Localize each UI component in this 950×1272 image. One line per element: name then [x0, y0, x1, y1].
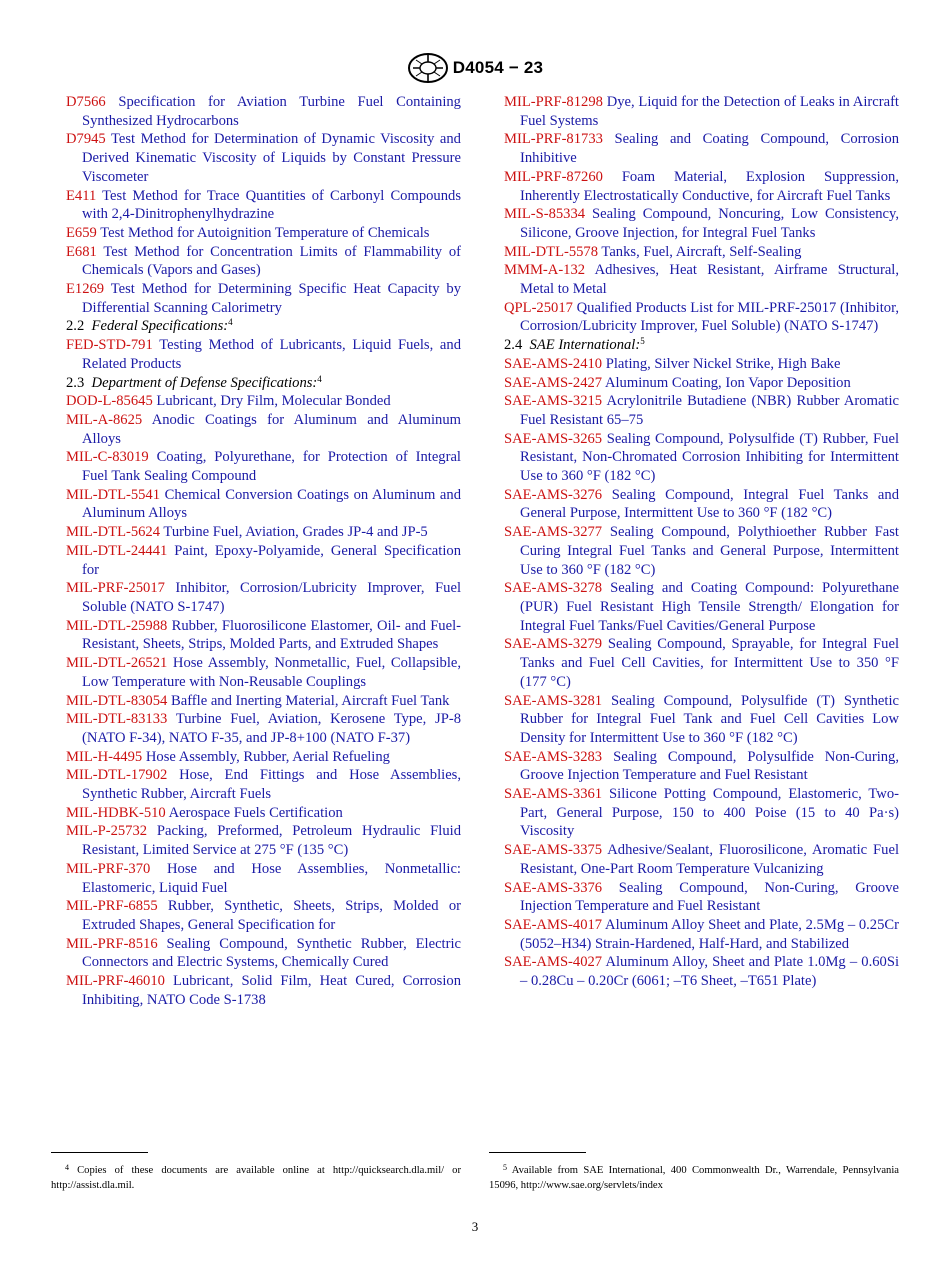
- reference-entry-d7566: [66, 93, 461, 130]
- reference-code-link[interactable]: E411: [66, 187, 97, 204]
- reference-code-link[interactable]: SAE-AMS-3278: [504, 580, 603, 597]
- reference-title-link[interactable]: Testing Method of Lubricants, Liquid Fuels, and Related Products: [82, 337, 461, 372]
- section-title: SAE International:: [529, 337, 641, 354]
- reference-title-link[interactable]: Sealing and Coating Compound: Polyurethane (PUR) Fuel Resistant High Tensile Strength/ Elongation for Integral Fuel Tanks/Fuel Cavities/General Purpose: [520, 580, 899, 634]
- reference-entry-sae-ams-4017: [504, 916, 899, 953]
- reference-entry-mil-prf-8516: [66, 935, 461, 972]
- reference-title-link[interactable]: Tanks, Fuel, Aircraft, Self-Sealing: [601, 243, 802, 260]
- reference-title-link[interactable]: Sealing Compound, Polysulfide Non-Curing, Groove Injection Temperature and Fuel Resistant: [520, 748, 899, 784]
- reference-entry-mil-h-4495: [66, 748, 461, 767]
- reference-entry-mil-dtl-5578: [504, 243, 899, 262]
- reference-entry-mil-dtl-5624: [66, 523, 461, 542]
- reference-title-link[interactable]: Sealing Compound, Noncuring, Low Consistency, Silicone, Groove Injection, for Integral Fuel Tanks: [520, 206, 899, 241]
- reference-title-link[interactable]: Test Method for Determination of Dynamic Viscosity and Derived Kinematic Viscosity of Liquids by Constant Pressure Viscometer: [82, 131, 461, 185]
- reference-title-link[interactable]: Plating, Silver Nickel Strike, High Bake: [605, 355, 841, 372]
- reference-entry-sae-ams-3277: [504, 523, 899, 579]
- reference-entry-mil-dtl-26521: [66, 654, 461, 691]
- reference-title-link[interactable]: Aluminum Alloy, Sheet and Plate 1.0Mg – 0.60Si – 0.28Cu – 0.20Cr (6061; –T6 Sheet, –T651 Plate): [520, 954, 899, 990]
- reference-entry-mil-hdbk-510: [66, 804, 461, 823]
- reference-code-link[interactable]: D7945: [66, 131, 106, 148]
- astm-logo-icon: [407, 52, 449, 84]
- reference-title-link[interactable]: Hose, End Fittings and Hose Assemblies, Synthetic Rubber, Aircraft Fuels: [82, 767, 461, 803]
- reference-title-link[interactable]: Rubber, Fluorosilicone Elastomer, Oil- and Fuel-Resistant, Sheets, Strips, Molded Parts, and Extruded Shapes: [82, 617, 461, 653]
- reference-code-link[interactable]: MIL-PRF-46010: [66, 973, 165, 990]
- footnote-mark: 5: [503, 1163, 507, 1172]
- reference-title-link[interactable]: Test Method for Determining Specific Heat Capacity by Differential Scanning Calorimetry: [82, 281, 461, 316]
- reference-code-link[interactable]: MIL-DTL-5541: [66, 486, 161, 503]
- reference-code-link[interactable]: MIL-PRF-81298: [504, 94, 603, 110]
- reference-entry-mil-p-25732: [66, 822, 461, 859]
- reference-entry-mil-dtl-24441: [66, 542, 461, 579]
- reference-title-link[interactable]: Sealing and Coating Compound, Corrosion Inhibitive: [520, 131, 899, 167]
- reference-entry-sae-ams-3276: [504, 486, 899, 523]
- reference-title-link[interactable]: Hose and Hose Assemblies, Nonmetallic: Elastomeric, Liquid Fuel: [82, 860, 461, 896]
- reference-title-link[interactable]: Aluminum Coating, Ion Vapor Deposition: [604, 374, 851, 391]
- reference-entry-mil-prf-46010: [66, 972, 461, 1009]
- reference-code-link[interactable]: E681: [66, 243, 97, 260]
- reference-code-link[interactable]: SAE-AMS-3277: [504, 524, 603, 541]
- reference-entry-dod-l-85645: [66, 392, 461, 411]
- reference-title-link[interactable]: Silicone Potting Compound, Elastomeric, Two-Part, General Purpose, 150 to 400 Poise (15 to 40 Pa·s) Viscosity: [520, 786, 899, 840]
- reference-code-link[interactable]: MIL-H-4495: [66, 748, 143, 765]
- footnote-text: Available from SAE International, 400 Commonwealth Dr., Warrendale, Pennsylvania 15096, http://www.sae.org/servlets/index: [489, 1165, 899, 1191]
- reference-code-link[interactable]: SAE-AMS-3276: [504, 486, 603, 503]
- reference-title-link[interactable]: Anodic Coatings for Aluminum and Aluminum Alloys: [82, 411, 462, 447]
- footnote-5: [489, 1163, 899, 1193]
- footnote-rule-right: [489, 1152, 586, 1153]
- reference-entry-e659: [66, 224, 461, 243]
- reference-title-link[interactable]: Chemical Conversion Coatings on Aluminum and Aluminum Alloys: [82, 486, 461, 522]
- reference-entry-fed-std-791: [66, 336, 461, 373]
- reference-entry-sae-ams-3281: [504, 692, 899, 748]
- reference-title-link[interactable]: Sealing Compound, Polysulfide (T) Synthetic Rubber for Integral Fuel Tank and Fuel Cell Cavities Low Density for Intermittent Use to 360 °F (182 °C): [520, 692, 899, 746]
- reference-code-link[interactable]: SAE-AMS-4027: [504, 954, 603, 971]
- reference-title-link[interactable]: Test Method for Trace Quantities of Carbonyl Compounds with 2,4-Dinitrophenylhydrazine: [82, 187, 461, 223]
- reference-title-link[interactable]: Turbine Fuel, Aviation, Kerosene Type, JP-8 (NATO F-34), NATO F-35, and JP-8+100 (NATO F-37): [82, 711, 461, 746]
- reference-entry-sae-ams-3265: [504, 430, 899, 486]
- section-number: 2.4: [504, 337, 523, 354]
- reference-entry-mil-dtl-83133: [66, 710, 461, 747]
- reference-title-link[interactable]: Specification for Aviation Turbine Fuel Containing Synthesized Hydrocarbons: [82, 94, 461, 129]
- reference-title-link[interactable]: Sealing Compound, Synthetic Rubber, Electric Connectors and Electric Systems, Chemically Cured: [82, 935, 462, 971]
- left-column: [66, 93, 461, 1009]
- reference-code-link[interactable]: MIL-PRF-81733: [504, 131, 603, 148]
- reference-entry-mil-prf-87260: [504, 168, 899, 205]
- reference-code-link[interactable]: MIL-PRF-8516: [66, 935, 158, 952]
- reference-entry-sae-ams-3375: [504, 841, 899, 878]
- reference-entry-e411: [66, 187, 461, 224]
- reference-title-link[interactable]: Test Method for Autoignition Temperature of Chemicals: [100, 224, 430, 241]
- reference-code-link[interactable]: SAE-AMS-3375: [504, 842, 603, 859]
- reference-code-link[interactable]: SAE-AMS-3283: [504, 748, 603, 765]
- reference-entry-sae-ams-3283: [504, 748, 899, 785]
- reference-entry-mil-prf-81733: [504, 130, 899, 167]
- reference-code-link[interactable]: SAE-AMS-3376: [504, 879, 603, 896]
- reference-code-link[interactable]: MIL-P-25732: [66, 823, 148, 840]
- reference-code-link[interactable]: SAE-AMS-3361: [504, 786, 603, 803]
- reference-code-link[interactable]: SAE-AMS-2427: [504, 374, 603, 391]
- reference-code-link[interactable]: SAE-AMS-4017: [504, 916, 603, 933]
- reference-entry-mil-prf-370: [66, 860, 461, 897]
- reference-title-link[interactable]: Adhesives, Heat Resistant, Airframe Structural, Metal to Metal: [520, 262, 900, 298]
- section-title: Department of Defense Specifications:: [91, 374, 318, 391]
- reference-title-link[interactable]: Sealing Compound, Non-Curing, Groove Injection Temperature and Fuel Resistant: [520, 879, 899, 915]
- footnote-reference: 4: [317, 373, 322, 384]
- reference-code-link[interactable]: QPL-25017: [504, 299, 573, 316]
- reference-entry-d7945: [66, 130, 461, 186]
- reference-code-link[interactable]: MIL-DTL-83054: [66, 692, 168, 709]
- reference-title-link[interactable]: Inhibitor, Corrosion/Lubricity Improver, Fuel Soluble (NATO S-1747): [82, 580, 462, 615]
- reference-entry-mmm-a-132: [504, 261, 899, 298]
- reference-entry-sae-ams-4027: [504, 953, 899, 990]
- reference-code-link[interactable]: MIL-PRF-87260: [504, 168, 603, 185]
- section-heading-2-3: [66, 374, 461, 393]
- reference-code-link[interactable]: SAE-AMS-3215: [504, 393, 603, 410]
- reference-code-link[interactable]: MIL-DTL-5624: [66, 524, 161, 541]
- reference-code-link[interactable]: E659: [66, 224, 97, 241]
- page-number: 3: [471, 1219, 479, 1234]
- reference-title-link[interactable]: Aluminum Alloy Sheet and Plate, 2.5Mg – 0.25Cr (5052–H34) Strain-Hardened, Half-Hard, and Stabilized: [520, 916, 899, 952]
- reference-entry-mil-prf-81298: [504, 93, 899, 130]
- reference-entry-mil-c-83019: [66, 448, 461, 485]
- reference-entry-sae-ams-3376: [504, 879, 899, 916]
- reference-code-link[interactable]: E1269: [66, 281, 105, 298]
- reference-code-link[interactable]: SAE-AMS-2410: [504, 355, 603, 372]
- reference-title-link[interactable]: Turbine Fuel, Aviation, Grades JP-4 and JP-5: [163, 524, 428, 541]
- reference-entry-sae-ams-2427: [504, 374, 899, 393]
- reference-code-link[interactable]: SAE-AMS-3279: [504, 636, 603, 653]
- reference-title-link[interactable]: Dye, Liquid for the Detection of Leaks in Aircraft Fuel Systems: [520, 94, 899, 129]
- reference-code-link[interactable]: MIL-PRF-25017: [66, 580, 165, 597]
- reference-title-link[interactable]: Hose Assembly, Nonmetallic, Fuel, Collapsible, Low Temperature with Non-Reusable Couplings: [82, 655, 462, 690]
- reference-code-link[interactable]: MIL-PRF-6855: [66, 898, 158, 915]
- reference-entry-mil-a-8625: [66, 411, 461, 448]
- reference-title-link[interactable]: Paint, Epoxy-Polyamide, General Specification for: [82, 542, 461, 578]
- section-number: 2.3: [66, 374, 85, 391]
- reference-entry-mil-prf-25017: [66, 579, 461, 616]
- footnote-reference: 4: [228, 317, 233, 328]
- reference-title-link[interactable]: Acrylonitrile Butadiene (NBR) Rubber Aromatic Fuel Resistant 65–75: [520, 393, 900, 428]
- reference-code-link[interactable]: D7566: [66, 94, 106, 110]
- reference-entry-mil-dtl-17902: [66, 766, 461, 803]
- reference-code-link[interactable]: MIL-DTL-25988: [66, 617, 168, 634]
- reference-title-link[interactable]: Sealing Compound, Integral Fuel Tanks and General Purpose, Intermittent Use to 360 °F (182 °C): [520, 486, 899, 522]
- reference-entry-mil-dtl-25988: [66, 617, 461, 654]
- reference-entry-qpl-25017: [504, 299, 899, 336]
- reference-title-link[interactable]: Lubricant, Solid Film, Heat Cured, Corrosion Inhibiting, NATO Code S-1738: [82, 973, 461, 1008]
- reference-title-link[interactable]: Foam Material, Explosion Suppression, Inherently Electrostatically Conductive, for Aircraft Fuel Tanks: [520, 168, 899, 204]
- reference-code-link[interactable]: MIL-DTL-26521: [66, 655, 168, 672]
- reference-code-link[interactable]: MIL-DTL-24441: [66, 542, 168, 559]
- reference-code-link[interactable]: MIL-C-83019: [66, 449, 149, 466]
- reference-code-link[interactable]: MIL-S-85334: [504, 206, 586, 223]
- reference-code-link[interactable]: MIL-PRF-370: [66, 860, 151, 877]
- section-title: Federal Specifications:: [91, 318, 229, 335]
- reference-entry-e1269: [66, 280, 461, 317]
- reference-title-link[interactable]: Lubricant, Dry Film, Molecular Bonded: [156, 393, 391, 410]
- reference-title-link[interactable]: Coating, Polyurethane, for Protection of Integral Fuel Tank Sealing Compound: [82, 449, 461, 485]
- reference-title-link[interactable]: Baffle and Inerting Material, Aircraft Fuel Tank: [170, 692, 450, 709]
- footnote-text: Copies of these documents are available online at http://quicksearch.dla.mil/ or http://assist.dla.mil.: [51, 1165, 461, 1191]
- right-column: [504, 93, 899, 991]
- reference-entry-sae-ams-3278: [504, 579, 899, 635]
- reference-title-link[interactable]: Rubber, Synthetic, Sheets, Strips, Molded or Extruded Shapes, General Specification for: [82, 898, 461, 933]
- reference-code-link[interactable]: MIL-DTL-83133: [66, 711, 168, 728]
- reference-title-link[interactable]: Hose Assembly, Rubber, Aerial Refueling: [145, 748, 390, 765]
- reference-title-link[interactable]: Aerospace Fuels Certification: [168, 804, 343, 821]
- footnote-rule-left: [51, 1152, 148, 1153]
- reference-title-link[interactable]: Sealing Compound, Sprayable, for Integral Fuel Tanks and Fuel Cell Cavities, for Intermittent Use to 350 °F (177 °C): [520, 636, 900, 690]
- reference-entry-mil-dtl-83054: [66, 692, 461, 711]
- reference-code-link[interactable]: SAE-AMS-3281: [504, 692, 603, 709]
- reference-entry-sae-ams-3215: [504, 392, 899, 429]
- reference-entry-sae-ams-3279: [504, 635, 899, 691]
- reference-code-link[interactable]: DOD-L-85645: [66, 393, 153, 410]
- reference-title-link[interactable]: Packing, Preformed, Petroleum Hydraulic Fluid Resistant, Limited Service at 275 °F (135 °C): [82, 823, 461, 859]
- reference-code-link[interactable]: SAE-AMS-3265: [504, 430, 603, 447]
- section-heading-2-4: [504, 336, 899, 355]
- footnote-reference: 5: [640, 336, 645, 347]
- footnote-mark: 4: [65, 1163, 69, 1172]
- reference-code-link[interactable]: FED-STD-791: [66, 337, 153, 354]
- section-number: 2.2: [66, 318, 85, 335]
- reference-code-link[interactable]: MIL-A-8625: [66, 411, 143, 428]
- reference-title-link[interactable]: Sealing Compound, Polysulfide (T) Rubber, Fuel Resistant, Non-Chromated Corrosion Inhibiting for Intermittent Use to 360 °F (182 °C): [520, 430, 899, 485]
- reference-entry-sae-ams-3361: [504, 785, 899, 841]
- section-heading-2-2: [66, 317, 461, 336]
- document-id: D4054 − 23: [452, 58, 544, 77]
- reference-entry-mil-prf-6855: [66, 897, 461, 934]
- reference-code-link[interactable]: MIL-DTL-5578: [504, 243, 599, 260]
- reference-entry-mil-dtl-5541: [66, 486, 461, 523]
- page-header: [0, 52, 950, 84]
- reference-code-link[interactable]: MIL-HDBK-510: [66, 804, 166, 821]
- reference-entry-e681: [66, 243, 461, 280]
- reference-title-link[interactable]: Qualified Products List for MIL-PRF-25017 (Inhibitor, Corrosion/Lubricity Improver, Fuel Soluble) (NATO S-1747): [520, 299, 899, 335]
- reference-title-link[interactable]: Test Method for Concentration Limits of Flammability of Chemicals (Vapors and Gases): [82, 243, 461, 279]
- reference-entry-sae-ams-2410: [504, 355, 899, 374]
- reference-entry-mil-s-85334: [504, 205, 899, 242]
- footnote-4: [51, 1163, 461, 1193]
- reference-code-link[interactable]: MIL-DTL-17902: [66, 767, 168, 784]
- reference-title-link[interactable]: Sealing Compound, Polythioether Rubber Fast Curing Integral Fuel Tanks and General Purpose, Intermittent Use to 360 °F (182 °C): [520, 524, 899, 578]
- reference-title-link[interactable]: Adhesive/Sealant, Fluorosilicone, Aromatic Fuel Resistant, One-Part Room Temperature Vulcanizing: [520, 842, 900, 877]
- reference-code-link[interactable]: MMM-A-132: [504, 262, 586, 279]
